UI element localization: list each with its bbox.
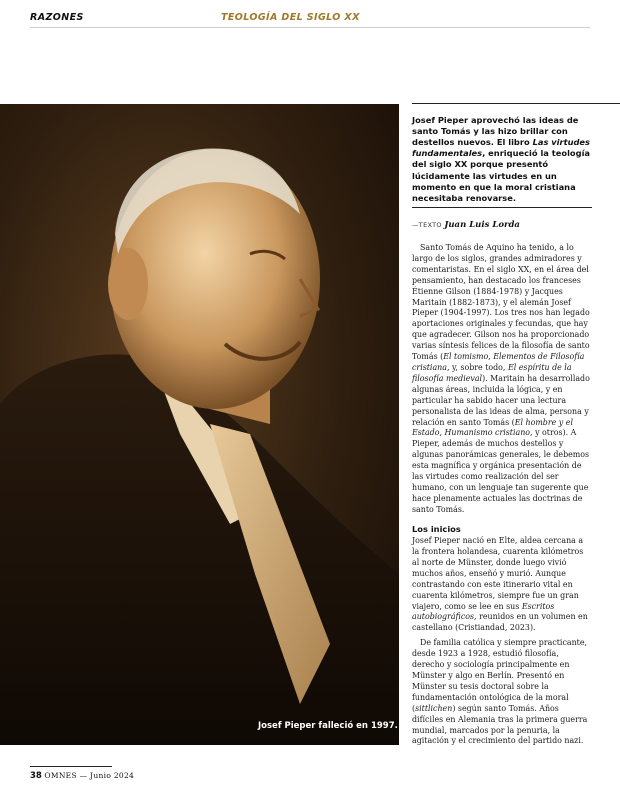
topic-label: TEOLOGÍA DEL SIGLO XX <box>221 12 360 23</box>
p1-text-d: , y otros). A Pieper, además de muchos destellos y algunas panorámicas generales, le debemos esta magnífica y orgánica presentación de las virtudes como realización del ser humano, con un lenguaje tan sugerente que hace plenamente actuales las doctrinas de santo Tomás. <box>412 428 590 514</box>
p2-text-b: , reunidos en un volumen en castellano (Cristiandad, 2023). <box>412 612 588 633</box>
publication-info: OMNES — Junio 2024 <box>44 771 135 780</box>
article-body <box>412 243 592 747</box>
p1-italic-2: El espíritu de la filosofía medieval <box>412 362 572 383</box>
p1-italic-1: El tomismo, Elementos de Filosofía cristiana <box>412 352 585 372</box>
body-paragraph-1 <box>412 243 592 516</box>
section-label: RAZONES <box>30 12 84 23</box>
p1-text-c: ). Maritain ha desarrollado algunas áreas, incluida la lógica, y en particular ha sabido hacer una lectura personalista de las ideas de alma, persona y relación en santo Tomás ( <box>412 373 590 427</box>
subheading: Los inicios <box>412 523 461 534</box>
lead-text-1: Josef Pieper aprovechó las ideas de santo Tomás y las hizo brillar con destellos nuevos. El libro <box>412 115 579 148</box>
body-paragraph-2 <box>412 536 592 634</box>
p1-text-b: , y, sobre todo, <box>446 362 508 372</box>
body-paragraph-3 <box>412 638 592 747</box>
page-number: 38 <box>30 771 42 781</box>
footer-divider <box>30 766 112 767</box>
lead-text-2: , enriqueció la teología del siglo XX porque presentó lúcidamente las virtudes en un momento en que la moral cristiana necesitaba renovarse. <box>412 148 591 203</box>
lead-book-title: Las virtudes fundamentales <box>412 137 590 159</box>
p1-text-a: Santo Tomás de Aquino ha tenido, a lo largo de los siglos, grandes admiradores y comentaristas. En el siglo XX, en el área del pensamiento, han destacado los franceses Étienne Gilson (1884-1978) y Jacques Maritain (1882-1873), y el alemán Josef Pieper (1904-1997). Los tres nos han legado aportaciones originales y fecundas, que hay que agradecer. Gilson nos ha proporcionado varias síntesis felices de la filosofía de santo Tomás ( <box>412 243 590 362</box>
byline <box>412 220 520 230</box>
p2-text-a: Josef Pieper nació en Elte, aldea cercana a la frontera holandesa, cuarenta kilómetros al norte de Münster, donde luego vivió muchos años, enseñó y murió. Aunque contrastando con este itinerario vital en cuarenta kilómetros, siempre fue un gran viajero, como se lee en sus <box>412 536 584 611</box>
header-divider <box>30 27 590 28</box>
lead-top-divider <box>412 103 620 104</box>
p1-italic-3: El hombre y el Estado, Humanismo cristiano <box>412 417 573 438</box>
p3-text-a: De familia católica y siempre practicante, desde 1923 a 1928, estudió filosofía, derecho y sociología principalmente en Münster y algo en Berlín. Presentó en Münster su tesis doctoral sobre la fundamentación ontológica de la moral ( <box>412 638 588 713</box>
byline-author: Juan Luis Lorda <box>444 220 520 230</box>
page-footer <box>30 771 134 781</box>
byline-label: —TEXTO <box>412 221 442 229</box>
photo-caption: Josef Pieper falleció en 1997. <box>258 721 398 731</box>
portrait-illustration <box>0 104 399 745</box>
p3-text-b: ) según santo Tomás. Años difíciles en Alemania tras la primera guerra mundial, marcados por la penuria, la agitación y el crecimiento del partido nazi. <box>412 703 588 746</box>
portrait-photo <box>0 104 399 745</box>
lead-paragraph <box>412 115 592 204</box>
p3-italic: sittlichen <box>415 703 453 713</box>
lead-bottom-divider <box>412 207 592 208</box>
p2-italic: Escritos autobiográficos <box>412 601 555 622</box>
